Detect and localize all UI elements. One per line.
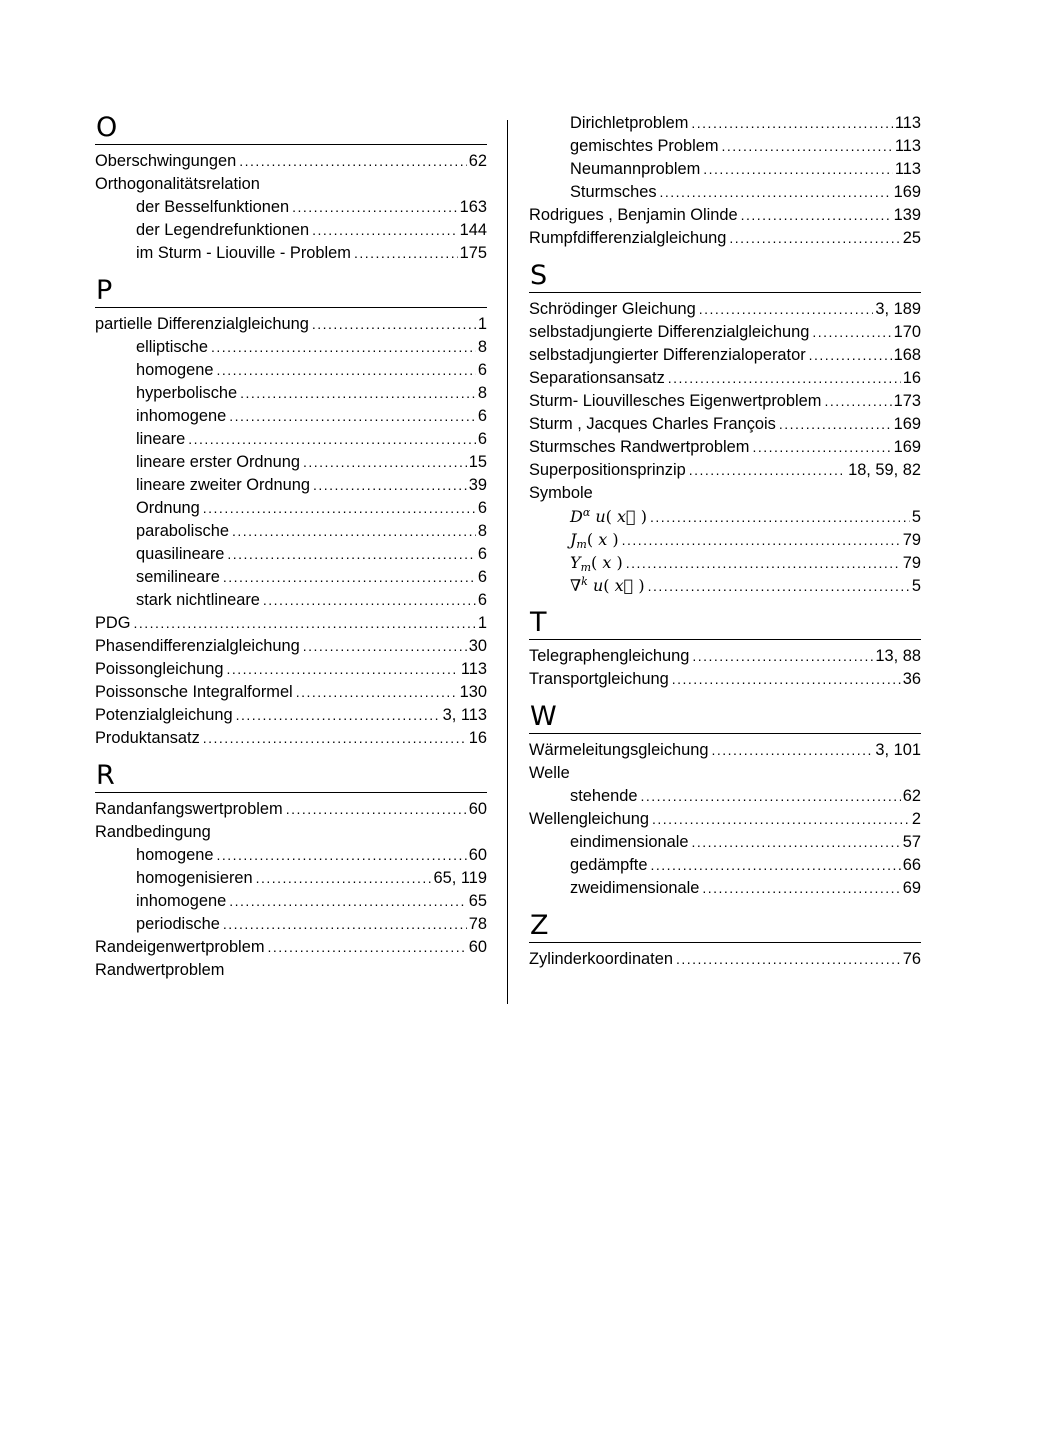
index-page-numbers: 169 bbox=[893, 183, 921, 201]
index-page-numbers: 2 bbox=[911, 810, 921, 828]
index-term: Wellengleichung bbox=[529, 810, 649, 828]
index-page-numbers: 16 bbox=[468, 729, 487, 747]
dot-leader bbox=[812, 321, 891, 344]
index-term: lineare erster Ordnung bbox=[136, 453, 300, 471]
index-entry-rodrigues-benjamin-olinde bbox=[529, 204, 921, 227]
dot-leader bbox=[223, 566, 476, 589]
index-entry-symbole bbox=[529, 482, 921, 505]
dot-leader bbox=[188, 428, 476, 451]
index-page-numbers: 18, 59, 82 bbox=[848, 461, 921, 479]
index-page-numbers: 79 bbox=[902, 531, 921, 549]
index-entry-periodische bbox=[95, 913, 487, 936]
index-entry-sturm-liouvillesches-eigenwertproblem bbox=[529, 390, 921, 413]
index-entry-telegraphengleichung bbox=[529, 645, 921, 668]
dot-leader bbox=[313, 474, 467, 497]
index-page-numbers: 66 bbox=[902, 856, 921, 874]
index-page-numbers: 3, 189 bbox=[875, 300, 921, 318]
dot-leader bbox=[232, 520, 476, 543]
index-term: gemischtes Problem bbox=[570, 137, 719, 155]
index-term: Poissongleichung bbox=[95, 660, 224, 678]
index-term: homogene bbox=[136, 846, 214, 864]
index-term: PDG bbox=[95, 614, 131, 632]
dot-leader bbox=[779, 413, 892, 436]
index-term: Rodrigues , Benjamin Olinde bbox=[529, 206, 738, 224]
index-entry-zylinderkoordinaten bbox=[529, 948, 921, 971]
index-math-symbol: $J_m$( x ) bbox=[570, 530, 619, 551]
index-entry-superpositionsprinzip bbox=[529, 459, 921, 482]
dot-leader bbox=[721, 135, 892, 158]
index-entry-phasendifferenzialgleichung bbox=[95, 635, 487, 658]
dot-leader bbox=[650, 854, 900, 877]
index-term: Potenzialgleichung bbox=[95, 706, 233, 724]
index-page-numbers: 168 bbox=[893, 346, 921, 364]
index-math-symbol: $Y_m$( x ) bbox=[570, 553, 623, 574]
dot-leader bbox=[229, 890, 467, 913]
index-term: Randbedingung bbox=[95, 823, 211, 841]
index-entry-rumpfdifferenzialgleichung bbox=[529, 227, 921, 250]
index-term: Oberschwingungen bbox=[95, 152, 237, 170]
dot-leader bbox=[286, 798, 467, 821]
index-entry-produktansatz bbox=[95, 727, 487, 750]
index-page-numbers: 76 bbox=[902, 950, 921, 968]
index-term: stehende bbox=[570, 787, 638, 805]
index-page-numbers: 6 bbox=[477, 591, 487, 609]
index-term: homogenisieren bbox=[136, 869, 253, 887]
dot-leader bbox=[622, 529, 901, 552]
dot-leader bbox=[211, 336, 476, 359]
dot-leader bbox=[711, 739, 873, 762]
dot-leader bbox=[226, 658, 458, 681]
index-page-numbers: 57 bbox=[902, 833, 921, 851]
dot-leader bbox=[729, 227, 900, 250]
index-page-numbers: 8 bbox=[477, 522, 487, 540]
index-term: Transportgleichung bbox=[529, 670, 669, 688]
index-entry-neumannproblem bbox=[529, 158, 921, 181]
section-letter-heading: P bbox=[95, 275, 487, 308]
dot-leader bbox=[236, 704, 441, 727]
index-entry-pdg bbox=[95, 612, 487, 635]
dot-leader bbox=[267, 936, 466, 959]
index-page-numbers: 113 bbox=[894, 137, 921, 155]
index-term: Randwertproblem bbox=[95, 961, 225, 979]
dot-leader bbox=[240, 382, 476, 405]
dot-leader bbox=[296, 681, 458, 704]
dot-leader bbox=[691, 112, 892, 135]
index-term: der Legendrefunktionen bbox=[136, 221, 310, 239]
index-page-numbers: 60 bbox=[468, 846, 487, 864]
index-section-s bbox=[529, 260, 921, 597]
index-entry-quasilineare bbox=[95, 543, 487, 566]
dot-leader bbox=[824, 390, 891, 413]
dot-leader bbox=[650, 506, 910, 529]
index-entry-lineare-zweiter-ordnung bbox=[95, 474, 487, 497]
index-page-numbers: 65 bbox=[468, 892, 487, 910]
index-term: Superpositionsprinzip bbox=[529, 461, 686, 479]
index-page-numbers: 6 bbox=[477, 568, 487, 586]
index-page-numbers: 3, 113 bbox=[442, 706, 487, 724]
dot-leader bbox=[703, 158, 893, 181]
dot-leader bbox=[640, 785, 900, 808]
index-entry-homogene bbox=[95, 844, 487, 867]
index-entry-randwertproblem bbox=[95, 959, 487, 982]
dot-leader bbox=[216, 359, 475, 382]
index-term: parabolische bbox=[136, 522, 229, 540]
index-page-numbers: 60 bbox=[468, 800, 487, 818]
index-page-numbers: 30 bbox=[468, 637, 487, 655]
dot-leader bbox=[312, 219, 457, 242]
section-letter-heading: R bbox=[95, 760, 487, 793]
dot-leader bbox=[256, 867, 432, 890]
dot-leader bbox=[239, 150, 467, 173]
index-page-numbers: 170 bbox=[893, 323, 921, 341]
dot-leader bbox=[648, 575, 910, 598]
dot-leader bbox=[702, 877, 900, 900]
dot-leader bbox=[652, 808, 910, 831]
dot-leader bbox=[668, 367, 901, 390]
index-entry-randbedingung bbox=[95, 821, 487, 844]
index-entry-der-legendrefunktionen bbox=[95, 219, 487, 242]
section-letter-heading: T bbox=[529, 607, 921, 640]
index-term: periodische bbox=[136, 915, 220, 933]
index-term: hyperbolische bbox=[136, 384, 238, 402]
index-term: semilineare bbox=[136, 568, 220, 586]
dot-leader bbox=[303, 635, 467, 658]
index-term: eindimensionale bbox=[570, 833, 689, 851]
index-term: elliptische bbox=[136, 338, 208, 356]
index-term: Welle bbox=[529, 764, 570, 782]
index-entry-transportgleichung bbox=[529, 668, 921, 691]
index-entry-inhomogene bbox=[95, 405, 487, 428]
dot-leader bbox=[752, 436, 891, 459]
index-term: inhomogene bbox=[136, 407, 227, 425]
index-entry-dirichletproblem bbox=[529, 112, 921, 135]
dot-leader bbox=[691, 831, 900, 854]
index-page-numbers: 1 bbox=[477, 315, 487, 333]
index-term: homogene bbox=[136, 361, 214, 379]
index-term: Neumannproblem bbox=[570, 160, 701, 178]
index-page-numbers: 69 bbox=[902, 879, 921, 897]
index-page-numbers: 173 bbox=[893, 392, 921, 410]
index-term: der Besselfunktionen bbox=[136, 198, 290, 216]
index-entry-eindimensionale bbox=[529, 831, 921, 854]
index-section-w bbox=[529, 701, 921, 900]
index-page-numbers: 16 bbox=[902, 369, 921, 387]
index-term: Sturm- Liouvillesches Eigenwertproblem bbox=[529, 392, 822, 410]
index-term: Randanfangswertproblem bbox=[95, 800, 283, 818]
dot-leader bbox=[312, 313, 476, 336]
index-entry-im-sturm-liouville-problem bbox=[95, 242, 487, 265]
index-entry-ordnung bbox=[95, 497, 487, 520]
index-term: im Sturm - Liouville - Problem bbox=[136, 244, 351, 262]
dot-leader bbox=[689, 459, 846, 482]
index-term: partielle Differenzialgleichung bbox=[95, 315, 309, 333]
dot-leader bbox=[203, 727, 467, 750]
dot-leader bbox=[203, 497, 476, 520]
index-term: Sturm , Jacques Charles François bbox=[529, 415, 776, 433]
index-entry-inhomogene bbox=[95, 890, 487, 913]
index-entry-gemischtes-problem bbox=[529, 135, 921, 158]
index-entry-y-m-x bbox=[529, 551, 921, 574]
index-math-symbol: $D^\alpha$ u( x ) bbox=[570, 506, 647, 526]
index-entry-selbstadjungierte-differenzialgleichung bbox=[529, 321, 921, 344]
dot-leader bbox=[672, 668, 901, 691]
index-term: stark nichtlineare bbox=[136, 591, 260, 609]
index-column-left bbox=[95, 112, 487, 982]
index-entry-k-u-x bbox=[529, 574, 921, 597]
index-page-numbers: 1 bbox=[477, 614, 487, 632]
index-page-numbers: 62 bbox=[468, 152, 487, 170]
index-entry-hyperbolische bbox=[95, 382, 487, 405]
index-page-numbers: 139 bbox=[893, 206, 921, 224]
index-term: Ordnung bbox=[136, 499, 200, 517]
index-term: Phasendifferenzialgleichung bbox=[95, 637, 300, 655]
index-entry-der-besselfunktionen bbox=[95, 196, 487, 219]
index-page-numbers: 62 bbox=[902, 787, 921, 805]
dot-leader bbox=[676, 948, 901, 971]
dot-leader bbox=[809, 344, 892, 367]
index-term: selbstadjungierte Differenzialgleichung bbox=[529, 323, 810, 341]
index-term: Dirichletproblem bbox=[570, 114, 689, 132]
index-term: Rumpfdifferenzialgleichung bbox=[529, 229, 727, 247]
index-entry-parabolische bbox=[95, 520, 487, 543]
dot-leader bbox=[660, 181, 892, 204]
index-page-numbers: 65, 119 bbox=[433, 869, 487, 887]
index-entry-oberschwingungen bbox=[95, 150, 487, 173]
index-page-numbers: 39 bbox=[468, 476, 487, 494]
dot-leader bbox=[741, 204, 892, 227]
index-term: lineare bbox=[136, 430, 186, 448]
index-page-numbers: 3, 101 bbox=[875, 741, 921, 759]
index-page-numbers: 6 bbox=[477, 407, 487, 425]
index-entry-randanfangswertproblem bbox=[95, 798, 487, 821]
index-entry-lineare bbox=[95, 428, 487, 451]
index-term: Symbole bbox=[529, 484, 593, 502]
index-entry-zweidimensionale bbox=[529, 877, 921, 900]
dot-leader bbox=[692, 645, 873, 668]
index-entry-schrodinger-gleichung bbox=[529, 298, 921, 321]
index-page-numbers: 169 bbox=[893, 438, 921, 456]
index-term: gedämpfte bbox=[570, 856, 648, 874]
dot-leader bbox=[626, 552, 901, 575]
index-entry-orthogonalitatsrelation bbox=[95, 173, 487, 196]
index-entry-homogenisieren bbox=[95, 867, 487, 890]
index-term: Sturmsches Randwertproblem bbox=[529, 438, 750, 456]
index-page-numbers: 60 bbox=[468, 938, 487, 956]
index-page-numbers: 8 bbox=[477, 338, 487, 356]
index-section-p bbox=[95, 275, 487, 750]
index-section-t bbox=[529, 607, 921, 691]
index-page-numbers: 6 bbox=[477, 430, 487, 448]
dot-leader bbox=[223, 913, 467, 936]
index-entry-sturmsches bbox=[529, 181, 921, 204]
index-page-numbers: 113 bbox=[894, 160, 921, 178]
index-entry-sturm-jacques-charles-francois bbox=[529, 413, 921, 436]
index-page-numbers: 8 bbox=[477, 384, 487, 402]
index-math-symbol: ∇$^k$ u( x ) bbox=[570, 575, 645, 595]
index-term: Zylinderkoordinaten bbox=[529, 950, 673, 968]
index-entry-poissonsche-integralformel bbox=[95, 681, 487, 704]
index-page-numbers: 6 bbox=[477, 499, 487, 517]
index-section-continued bbox=[529, 112, 921, 250]
dot-leader bbox=[263, 589, 476, 612]
index-term: Poissonsche Integralformel bbox=[95, 683, 293, 701]
index-term: zweidimensionale bbox=[570, 879, 700, 897]
section-letter-heading: S bbox=[529, 260, 921, 293]
index-entry-selbstadjungierter-differenzialoperator bbox=[529, 344, 921, 367]
column-divider bbox=[507, 120, 508, 1004]
index-entry-potenzialgleichung bbox=[95, 704, 487, 727]
index-page-numbers: 36 bbox=[902, 670, 921, 688]
index-term: Randeigenwertproblem bbox=[95, 938, 265, 956]
index-term: Produktansatz bbox=[95, 729, 200, 747]
index-page-numbers: 163 bbox=[459, 198, 487, 216]
index-entry-stehende bbox=[529, 785, 921, 808]
index-page-numbers: 144 bbox=[459, 221, 487, 239]
index-page-numbers: 78 bbox=[468, 915, 487, 933]
index-entry-elliptische bbox=[95, 336, 487, 359]
index-page-numbers: 5 bbox=[911, 577, 921, 595]
index-page-numbers: 25 bbox=[902, 229, 921, 247]
dot-leader bbox=[229, 405, 476, 428]
index-term: Orthogonalitätsrelation bbox=[95, 175, 260, 193]
index-page-numbers: 6 bbox=[477, 361, 487, 379]
dot-leader bbox=[699, 298, 874, 321]
index-page-numbers: 113 bbox=[894, 114, 921, 132]
index-page-numbers: 13, 88 bbox=[875, 647, 921, 665]
index-page-numbers: 113 bbox=[460, 660, 487, 678]
index-section-o bbox=[95, 112, 487, 265]
index-term: Wärmeleitungsgleichung bbox=[529, 741, 709, 759]
index-entry-lineare-erster-ordnung bbox=[95, 451, 487, 474]
index-entry-separationsansatz bbox=[529, 367, 921, 390]
index-entry-d-u-x bbox=[529, 505, 921, 528]
section-letter-heading: W bbox=[529, 701, 921, 734]
index-page-numbers: 15 bbox=[468, 453, 487, 471]
index-entry-stark-nichtlineare bbox=[95, 589, 487, 612]
index-term: lineare zweiter Ordnung bbox=[136, 476, 311, 494]
index-term: inhomogene bbox=[136, 892, 227, 910]
index-page-numbers: 79 bbox=[902, 554, 921, 572]
index-term: Separationsansatz bbox=[529, 369, 665, 387]
index-entry-warmeleitungsgleichung bbox=[529, 739, 921, 762]
dot-leader bbox=[216, 844, 466, 867]
index-page-numbers: 169 bbox=[893, 415, 921, 433]
index-entry-welle bbox=[529, 762, 921, 785]
index-page-numbers: 175 bbox=[459, 244, 487, 262]
index-term: quasilineare bbox=[136, 545, 225, 563]
index-entry-wellengleichung bbox=[529, 808, 921, 831]
index-section-r bbox=[95, 760, 487, 982]
index-entry-gedampfte bbox=[529, 854, 921, 877]
section-letter-heading: O bbox=[95, 112, 487, 145]
index-term: Sturmsches bbox=[570, 183, 657, 201]
section-letter-heading: Z bbox=[529, 910, 921, 943]
dot-leader bbox=[303, 451, 467, 474]
index-entry-poissongleichung bbox=[95, 658, 487, 681]
dot-leader bbox=[354, 242, 458, 265]
index-entry-sturmsches-randwertproblem bbox=[529, 436, 921, 459]
dot-leader bbox=[292, 196, 458, 219]
index-term: selbstadjungierter Differenzialoperator bbox=[529, 346, 806, 364]
dot-leader bbox=[227, 543, 475, 566]
index-entry-randeigenwertproblem bbox=[95, 936, 487, 959]
index-term: Telegraphengleichung bbox=[529, 647, 690, 665]
index-page-numbers: 5 bbox=[911, 508, 921, 526]
index-entry-j-m-x bbox=[529, 528, 921, 551]
index-page-numbers: 6 bbox=[477, 545, 487, 563]
index-term: Schrödinger Gleichung bbox=[529, 300, 696, 318]
index-entry-partielle-differenzialgleichung bbox=[95, 313, 487, 336]
index-column-right bbox=[529, 112, 921, 971]
index-entry-semilineare bbox=[95, 566, 487, 589]
index-page-numbers: 130 bbox=[459, 683, 487, 701]
index-section-z bbox=[529, 910, 921, 971]
index-entry-homogene bbox=[95, 359, 487, 382]
dot-leader bbox=[134, 612, 476, 635]
